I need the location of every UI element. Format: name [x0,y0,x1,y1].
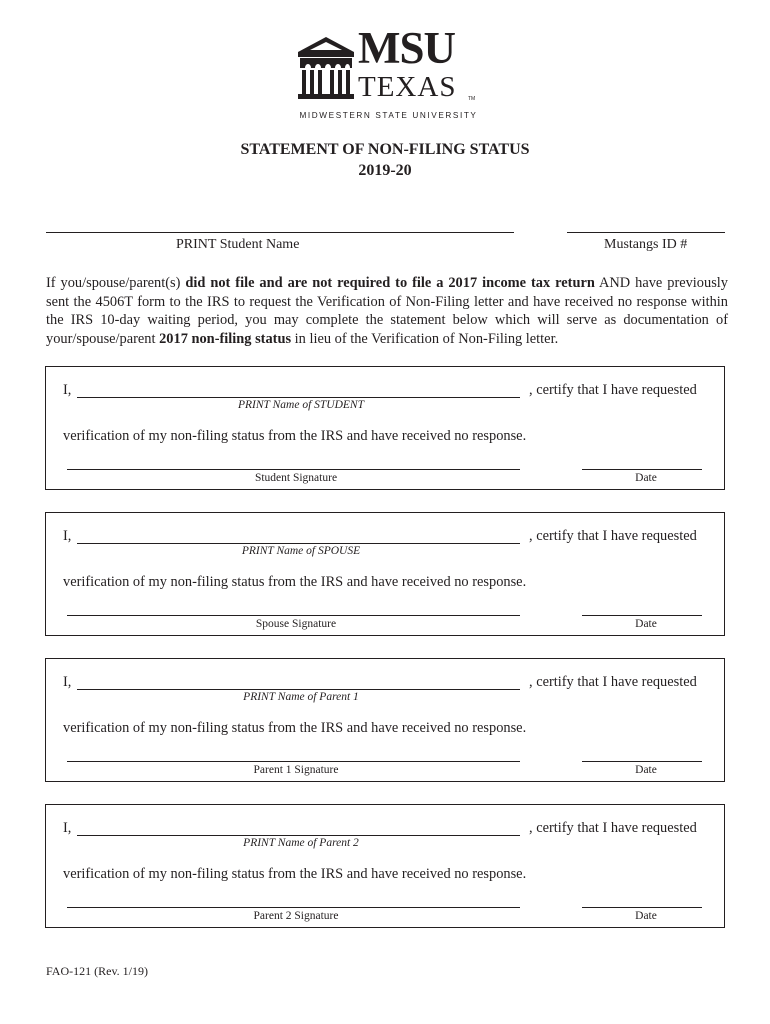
parent2-signature-field[interactable] [67,907,520,908]
date-caption: Date [635,472,657,484]
msu-building-icon [296,34,356,100]
certify-text: , certify that I have requested [529,528,697,544]
i-label: I, [63,382,72,398]
signature-caption: Spouse Signature [255,618,337,630]
award-year: 2019-20 [358,162,412,179]
name-caption: PRINT Name of Parent 1 [243,691,359,703]
instructions-paragraph: If you/spouse/parent(s) did not file and are not required to file a 2017 income tax return AND have previously sent the 4506T form to the IRS to request the Verification of Non-Filing letter and have received no response within the IRS 10-day waiting period, you may complete the statement below which will serve as documentation of your/spouse/parent 2017 non-filing status in lieu of the Verification of Non-Filing letter. [46,275,728,347]
logo-wordmark: MSU [358,23,455,73]
certify-text: , certify that I have requested [529,674,697,690]
parent1-certification-box [45,658,725,782]
date-caption: Date [635,910,657,922]
date-caption: Date [635,618,657,630]
verification-text: verification of my non-filing status from the IRS and have received no response. [63,866,527,882]
student-name-field[interactable] [77,397,520,398]
parent1-date-field[interactable] [582,761,702,762]
i-label: I, [63,528,72,544]
parent1-signature-field[interactable] [67,761,520,762]
student-certification-box [45,366,725,490]
student-name-line[interactable] [46,232,514,233]
parent2-certification-box [45,804,725,928]
verification-text: verification of my non-filing status from the IRS and have received no response. [63,720,527,736]
certify-text: , certify that I have requested [529,382,697,398]
logo-subtitle: MIDWESTERN STATE UNIVERSITY [299,111,478,120]
verification-text: verification of my non-filing status from the IRS and have received no response. [63,428,527,444]
parent2-name-field[interactable] [77,835,520,836]
name-caption: PRINT Name of STUDENT [238,399,364,411]
i-label: I, [63,674,72,690]
student-date-field[interactable] [582,469,702,470]
verification-text: verification of my non-filing status from the IRS and have received no response. [63,574,527,590]
student-signature-field[interactable] [67,469,520,470]
mustangs-id-line[interactable] [567,232,725,233]
mustangs-id-label: Mustangs ID # [604,237,688,252]
parent1-name-field[interactable] [77,689,520,690]
signature-caption: Parent 1 Signature [253,764,339,776]
spouse-certification-box [45,512,725,636]
logo-texas: TEXAS [358,71,457,103]
spouse-name-field[interactable] [77,543,520,544]
student-name-label: PRINT Student Name [176,237,300,252]
spouse-signature-field[interactable] [67,615,520,616]
certify-text: , certify that I have requested [529,820,697,836]
spouse-date-field[interactable] [582,615,702,616]
signature-caption: Parent 2 Signature [253,910,339,922]
name-caption: PRINT Name of SPOUSE [241,545,361,557]
signature-caption: Student Signature [254,472,338,484]
i-label: I, [63,820,72,836]
date-caption: Date [635,764,657,776]
name-caption: PRINT Name of Parent 2 [243,837,359,849]
parent2-date-field[interactable] [582,907,702,908]
form-number: FAO-121 (Rev. 1/19) [46,964,148,978]
page-title: STATEMENT OF NON-FILING STATUS [240,141,530,158]
logo-trademark: TM [468,96,476,102]
